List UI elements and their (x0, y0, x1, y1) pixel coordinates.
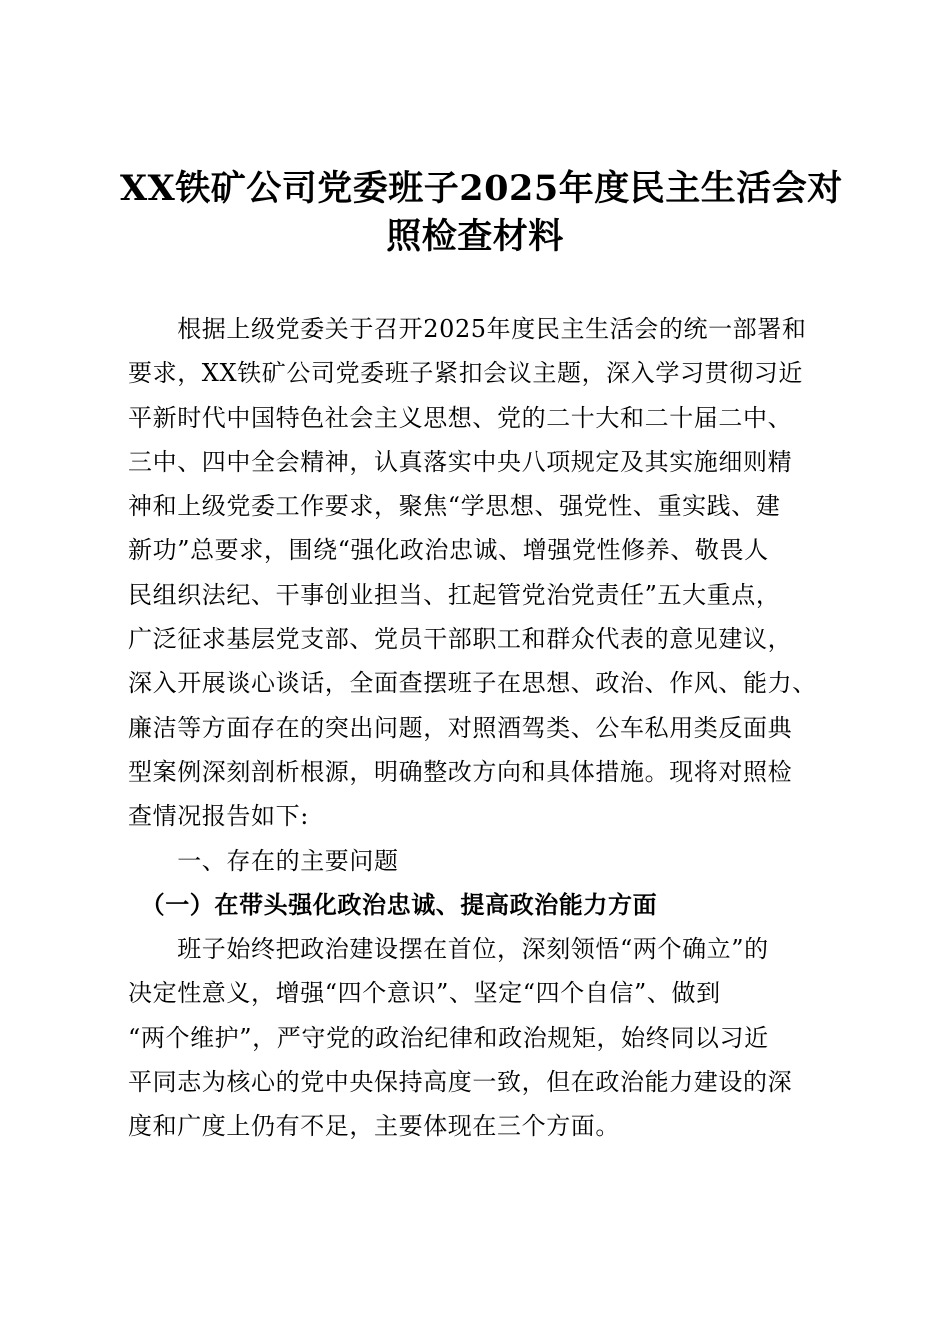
paragraph-line: 新功”总要求，围绕“强化政治忠诚、增强党性修养、敬畏人 (128, 536, 769, 565)
paragraph-line: 查情况报告如下: (128, 802, 309, 831)
paragraph-line: 平同志为核心的党中央保持高度一致，但在政治能力建设的深 (128, 1068, 793, 1097)
paragraph-line: 神和上级党委工作要求，聚焦“学思想、强党性、重实践、建 (128, 492, 781, 521)
document-title (120, 165, 843, 261)
paragraph-line: 廉洁等方面存在的突出问题，对照酒驾类、公车私用类反面典 (128, 713, 793, 742)
paragraph-line: 深入开展谈心谈话，全面查摆班子在思想、政治、作风、能力、 (128, 669, 817, 698)
paragraph-line: 根据上级党委关于召开2025年度民主生活会的统一部署和 (128, 315, 807, 343)
paragraph-line: 三中、四中全会精神，认真落实中央八项规定及其实施细则精 (128, 447, 793, 476)
paragraph-line: 要求，XX铁矿公司党委班子紧扣会议主题，深入学习贯彻习近 (128, 359, 803, 388)
paragraph-line: “两个维护”，严守党的政治纪律和政治规矩，始终同以习近 (128, 1023, 769, 1052)
paragraph-line: 决定性意义，增强“四个意识”、坚定“四个自信”、做到 (128, 979, 721, 1008)
paragraph-line: 平新时代中国特色社会主义思想、党的二十大和二十届二中、 (128, 403, 793, 432)
title-line: XX铁矿公司党委班子2025年度民主生活会对 (120, 168, 843, 209)
paragraph-line: 型案例深刻剖析根源，明确整改方向和具体措施。现将对照检 (128, 757, 793, 786)
title-line: 照检查材料 (386, 216, 564, 257)
subsection-heading: （一）在带头强化政治忠诚、提高政治能力方面 (128, 889, 658, 919)
paragraph-line: 度和广度上仍有不足，主要体现在三个方面。 (128, 1112, 620, 1141)
paragraph-line: 班子始终把政治建设摆在首位，深刻领悟“两个确立”的 (128, 935, 769, 964)
section-heading: 一、存在的主要问题 (128, 846, 399, 875)
paragraph-line: 广泛征求基层党支部、党员干部职工和群众代表的意见建议， (128, 625, 793, 654)
document-body (128, 307, 836, 1149)
paragraph-line: 民组织法纪、干事创业担当、扛起管党治党责任”五大重点， (128, 580, 781, 609)
